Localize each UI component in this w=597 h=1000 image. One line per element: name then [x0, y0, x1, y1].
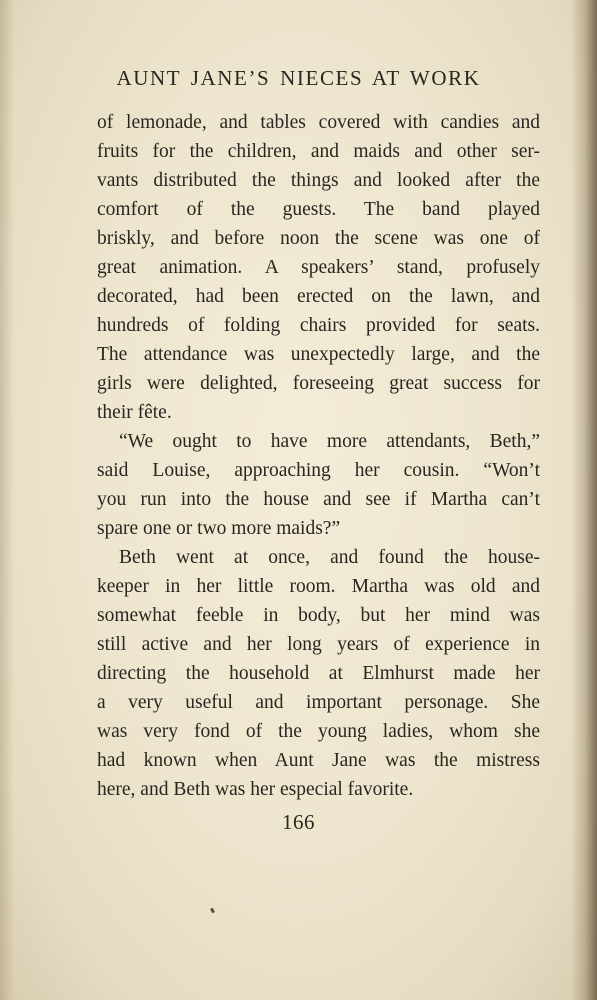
text-line: you run into the house and see if Martha can’t [97, 489, 540, 510]
text-line: here, and Beth was her especial favorite. [97, 779, 414, 800]
text-line: comfort of the guests. The band played [97, 199, 540, 220]
text-line: keeper in her little room. Martha was old and [97, 576, 540, 597]
text-line: a very useful and important personage. She [97, 692, 540, 713]
text-line: directing the household at Elmhurst made her [97, 663, 540, 684]
text-line: had known when Aunt Jane was the mistress [97, 750, 540, 771]
text-line: still active and her long years of experience in [97, 634, 540, 655]
page-number: 166 [282, 810, 315, 834]
text-line: decorated, had been erected on the lawn, and [97, 286, 540, 307]
body-text [97, 108, 540, 804]
text-line: Beth went at once, and found the house- [119, 547, 540, 568]
text-line: fruits for the children, and maids and other ser- [97, 141, 540, 162]
running-head: AUNT JANE’S NIECES AT WORK [116, 66, 481, 90]
text-line: their fête. [97, 402, 172, 423]
text-line: “We ought to have more attendants, Beth,” [119, 431, 540, 452]
text-line: briskly, and before noon the scene was one of [97, 228, 540, 249]
text-line: girls were delighted, foreseeing great success for [97, 373, 540, 394]
text-line: great animation. A speakers’ stand, profusely [97, 257, 540, 278]
text-line: hundreds of folding chairs provided for seats. [97, 315, 540, 336]
text-line: was very fond of the young ladies, whom she [97, 721, 540, 742]
text-line: of lemonade, and tables covered with candies and [97, 112, 540, 133]
text-line: somewhat feeble in body, but her mind was [97, 605, 540, 626]
text-line: spare one or two more maids?” [97, 518, 341, 539]
ink-speck [210, 908, 215, 914]
text-line: said Louise, approaching her cousin. “Won’t [97, 460, 540, 481]
text-line: The attendance was unexpectedly large, and the [97, 344, 540, 365]
text-line: vants distributed the things and looked after the [97, 170, 540, 191]
